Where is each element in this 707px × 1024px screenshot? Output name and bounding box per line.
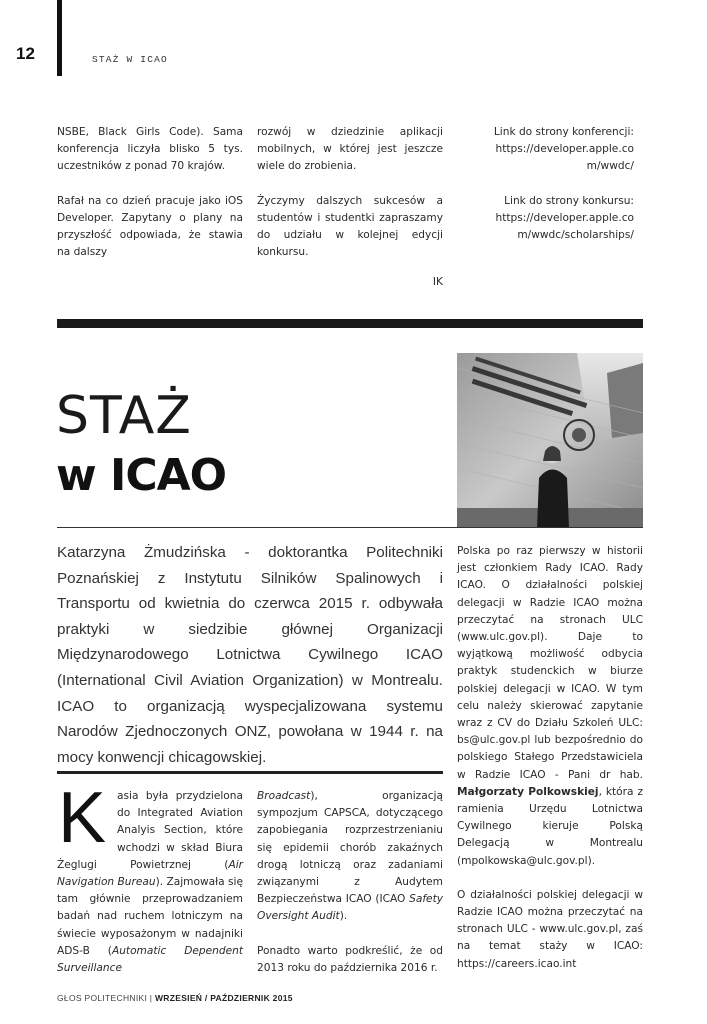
top-column-3: [457, 124, 634, 244]
lead-divider: [57, 771, 443, 774]
contest-link[interactable]: https://developer.apple.com/wwdc/scholarships/: [495, 211, 634, 242]
body-text-italic: Safety Oversight Audit: [257, 893, 443, 923]
article-title-line-2: w ICAO: [56, 450, 227, 501]
paragraph: Rafał na co dzień pracuje jako iOS Developer. Zapytany o plany na przyszłość odpowiada, że stawia na dalszy: [57, 194, 243, 259]
title-underline: [57, 527, 643, 528]
paragraph: rozwój w dziedzinie aplikacji mobilnych, w której jest jeszcze wiele do zrobienia.: [257, 126, 443, 173]
signature: IK: [432, 276, 443, 289]
conference-link-label: Link do strony konferencji:: [493, 126, 634, 138]
delegate-name: Małgorzaty Polkowskiej: [457, 785, 599, 798]
body-column-3: [457, 543, 643, 990]
body-text: ), organizacją sympozjum CAPSCA, dotyczącego zapobiegania rozprzestrzenianiu się epidemii chorób zakaźnych drogą lotniczą oraz zadaniami związanymi z Audytem Bezpieczeństwa ICAO (ICAO: [257, 790, 443, 906]
body-text: Polska po raz pierwszy w historii jest członkiem Rady ICAO. Rady ICAO. O działalności polskiej delegacji w Radzie ICAO można przeczytać na stronach ULC (www.ulc.gov.pl). Daje to wyjątkową możliwość odbycia praktyk studenckich w biurze polskiej delegacji w ICAO. W tym celu należy skierować zapytanie wraz z CV do Działu Szkoleń ULC: bs@ulc.gov.pl lub bezpośrednio do polskiego Stałego Przedstawiciela w Radzie ICAO - Pani dr hab.: [457, 545, 643, 781]
contest-link-label: Link do strony konkursu:: [504, 194, 634, 207]
drop-cap-space: [57, 788, 117, 856]
section-title: STAŻ W ICAO: [92, 54, 168, 65]
conference-link[interactable]: https://developer.apple.com/wwdc/: [495, 143, 634, 173]
body-text-italic: Air Navigation Bureau: [57, 858, 243, 889]
icao-building-photo: [457, 353, 643, 528]
body-text-italic: Broadcast: [257, 790, 311, 802]
body-column-1: [57, 788, 243, 977]
issue-date: WRZESIEŃ / PAŹDZIERNIK 2015: [154, 993, 293, 1003]
article-title-line-1: STAŻ: [56, 386, 192, 446]
section-divider: [57, 319, 643, 328]
drop-cap: K: [58, 778, 107, 858]
body-text-italic: Automatic Dependent Surveillance: [57, 944, 243, 975]
body-text: ).: [339, 910, 348, 923]
body-text: ). Zajmowała się tam głównie przeprowadzaniem badań nad ruchem lotniczym na świecie wyposażonym w nadajniki ADS-B (: [57, 876, 243, 957]
paragraph: NSBE, Black Girls Code). Sama konferencja liczyła blisko 5 tys. uczestników z ponad 70 krajów.: [57, 126, 243, 173]
body-text: asia była przydzielona do Integrated Aviation Analyis Section, które wchodzi w skład Biura Żeglugi Powietrznej (: [57, 790, 243, 871]
header-vertical-bar: [57, 0, 62, 76]
body-column-2: [257, 788, 443, 994]
magazine-name: GŁOS POLITECHNIKI: [57, 993, 148, 1003]
paragraph: Życzymy dalszych sukcesów a studentów i studentki zapraszamy do udziału w kolejnej edycji konkursu.: [257, 194, 443, 259]
article-lead: Katarzyna Żmudzińska - doktorantka Politechniki Poznańskiej z Instytutu Silników Spalinowych i Transportu od kwietnia do czerwca 2015 r. odbywała praktyki w siedzibie głównej Organizacji Międzynarodowego Lotnictwa Cywilnego ICAO (International Civil Aviation Organization) w Montrealu. ICAO to organizacją wyspecjalizowana systemu Narodów Zjednoczonych ONZ, powołana w 1944 r. na mocy konwencji chicagowskiej.: [57, 544, 443, 766]
paragraph: Ponadto warto podkreślić, że od 2013 roku do października 2016 r.: [257, 944, 443, 974]
top-column-2: [257, 124, 443, 292]
body-text: , która z ramienia Urzędu Lotnictwa Cywilnego kieruje Polską Delegacją w Montrealu (mpolkowska@ulc.gov.pl).: [457, 785, 643, 867]
paragraph: O działalności polskiej delegacji w Radzie ICAO można przeczytać na stronach ULC - www.ulc.gov.pl, zaś na temat staży w ICAO: https://careers.icao.int: [457, 888, 643, 970]
footer: GŁOS POLITECHNIKI | WRZESIEŃ / PAŹDZIERNIK 2015: [57, 993, 293, 1003]
top-column-1: [57, 124, 243, 278]
page-number: 12: [16, 44, 35, 63]
photo-sign-text: INTERNATIONAL CIVIL AVIATION ORGANIZATION: [457, 353, 481, 354]
